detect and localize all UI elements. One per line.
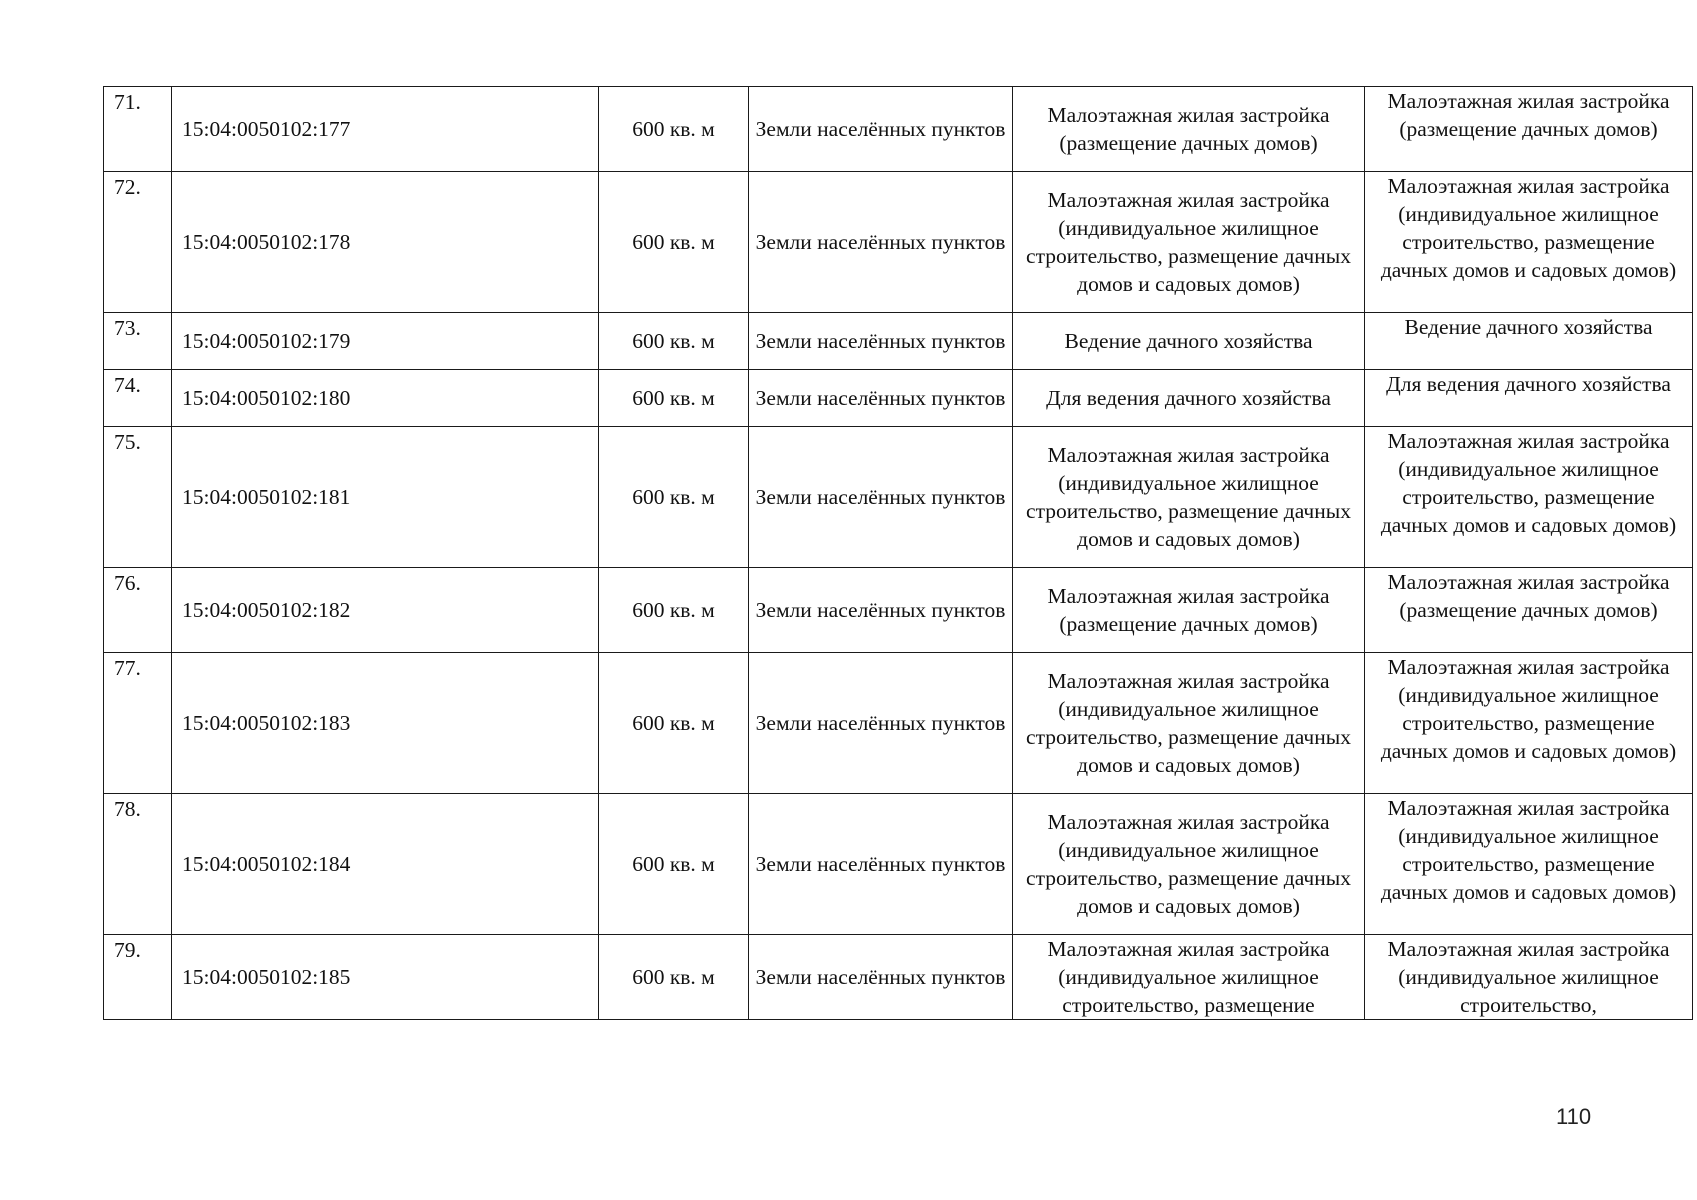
land-category-text: Земли населённых пунктов [755, 329, 1006, 353]
permitted-use-secondary-text: Малоэтажная жилая застройка (индивидуальное жилищное строительство, размещение дачных домов и садовых домов) [1380, 429, 1677, 537]
cadastral-number: 15:04:0050102:177 [172, 87, 599, 172]
table-row [104, 568, 1693, 653]
permitted-use [1013, 427, 1365, 568]
row-number: 76. [104, 568, 172, 653]
land-category: Земли населённых пунктов [749, 935, 1013, 1020]
permitted-use-secondary-text: Малоэтажная жилая застройка (индивидуальное жилищное строительство, [1387, 937, 1670, 1017]
cadastral-number: 15:04:0050102:179 [172, 313, 599, 370]
table-row [104, 653, 1693, 794]
permitted-use-secondary [1365, 370, 1693, 427]
land-plots-table [103, 86, 1693, 1020]
row-number: 79. [104, 935, 172, 1020]
plot-area: 600 кв. м [599, 935, 749, 1020]
permitted-use [1013, 172, 1365, 313]
permitted-use-secondary-text: Малоэтажная жилая застройка (размещение дачных домов) [1387, 89, 1670, 141]
land-category-text: Земли населённых пунктов [755, 386, 1006, 410]
plot-area: 600 кв. м [599, 172, 749, 313]
permitted-use-text: Малоэтажная жилая застройка (индивидуальное жилищное строительство, размещение дачных домов и садовых домов) [1026, 810, 1351, 918]
row-number: 75. [104, 427, 172, 568]
permitted-use-text: Малоэтажная жилая застройка (индивидуальное жилищное строительство, размещение дачных домов и садовых домов) [1026, 669, 1351, 777]
table-row [104, 794, 1693, 935]
cadastral-number: 15:04:0050102:184 [172, 794, 599, 935]
permitted-use-text: Малоэтажная жилая застройка (индивидуальное жилищное строительство, размещение дачных домов и садовых домов) [1026, 443, 1351, 551]
plot-area: 600 кв. м [599, 313, 749, 370]
table-row [104, 87, 1693, 172]
plot-area: 600 кв. м [599, 568, 749, 653]
permitted-use-secondary: Ведение дачного хозяйства [1365, 313, 1693, 370]
table-row [104, 427, 1693, 568]
permitted-use: Малоэтажная жилая застройка (размещение дачных домов) [1013, 568, 1365, 653]
permitted-use-secondary [1365, 172, 1693, 313]
plot-area: 600 кв. м [599, 87, 749, 172]
cadastral-number: 15:04:0050102:180 [172, 370, 599, 427]
cadastral-number: 15:04:0050102:183 [172, 653, 599, 794]
plot-area: 600 кв. м [599, 427, 749, 568]
permitted-use: Малоэтажная жилая застройка (размещение дачных домов) [1013, 87, 1365, 172]
permitted-use-text: Малоэтажная жилая застройка (индивидуальное жилищное строительство, размещение [1047, 937, 1330, 1017]
plot-area: 600 кв. м [599, 370, 749, 427]
permitted-use [1013, 935, 1365, 1020]
land-category [749, 370, 1013, 427]
land-category: Земли населённых пунктов [749, 794, 1013, 935]
row-number: 72. [104, 172, 172, 313]
permitted-use-secondary [1365, 427, 1693, 568]
permitted-use: Ведение дачного хозяйства [1013, 313, 1365, 370]
land-category: Земли населённых пунктов [749, 568, 1013, 653]
cadastral-number: 15:04:0050102:181 [172, 427, 599, 568]
permitted-use-secondary [1365, 653, 1693, 794]
table-row [104, 172, 1693, 313]
permitted-use-secondary [1365, 87, 1693, 172]
land-category [749, 313, 1013, 370]
table-row [104, 370, 1693, 427]
cadastral-number: 15:04:0050102:178 [172, 172, 599, 313]
plot-area: 600 кв. м [599, 653, 749, 794]
row-number: 71. [104, 87, 172, 172]
land-category: Земли населённых пунктов [749, 172, 1013, 313]
permitted-use-secondary [1365, 568, 1693, 653]
permitted-use: Для ведения дачного хозяйства [1013, 370, 1365, 427]
land-category: Земли населённых пунктов [749, 653, 1013, 794]
plot-area: 600 кв. м [599, 794, 749, 935]
cadastral-number: 15:04:0050102:185 [172, 935, 599, 1020]
permitted-use-secondary [1365, 935, 1693, 1020]
row-number: 77. [104, 653, 172, 794]
row-number: 74. [104, 370, 172, 427]
permitted-use [1013, 653, 1365, 794]
row-number: 73. [104, 313, 172, 370]
permitted-use [1013, 794, 1365, 935]
row-number: 78. [104, 794, 172, 935]
permitted-use-secondary-text: Малоэтажная жилая застройка (индивидуальное жилищное строительство, размещение дачных домов и садовых домов) [1380, 174, 1677, 282]
permitted-use-secondary [1365, 794, 1693, 935]
land-category: Земли населённых пунктов [749, 427, 1013, 568]
table-row [104, 313, 1693, 370]
permitted-use-text: Малоэтажная жилая застройка (индивидуальное жилищное строительство, размещение дачных домов и садовых домов) [1026, 188, 1351, 296]
permitted-use-secondary-text: Малоэтажная жилая застройка (размещение дачных домов) [1387, 570, 1670, 622]
page-number: 110 [1556, 1104, 1592, 1129]
land-category: Земли населённых пунктов [749, 87, 1013, 172]
cadastral-number: 15:04:0050102:182 [172, 568, 599, 653]
permitted-use-secondary-text: Малоэтажная жилая застройка (индивидуальное жилищное строительство, размещение дачных домов и садовых домов) [1380, 796, 1677, 904]
table-row [104, 935, 1693, 1020]
permitted-use-secondary-text: Малоэтажная жилая застройка (индивидуальное жилищное строительство, размещение дачных домов и садовых домов) [1380, 655, 1677, 763]
permitted-use-secondary-text: Для ведения дачного хозяйства [1386, 372, 1671, 396]
